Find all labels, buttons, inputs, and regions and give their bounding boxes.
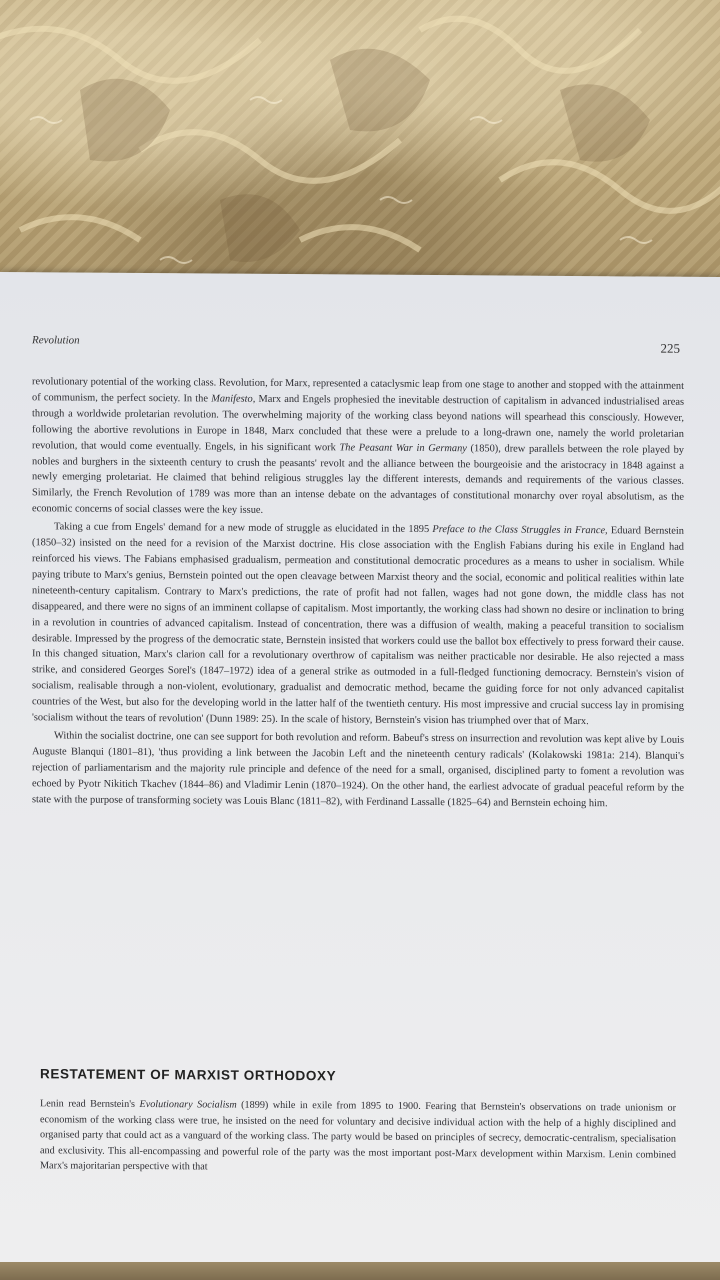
section-heading: RESTATEMENT OF MARXIST ORTHODOXY [40, 1066, 337, 1084]
fabric-background [0, 0, 720, 300]
book-page [0, 272, 720, 1269]
paragraph-3: Within the socialist doctrine, one can see support for both revolution and reform. Babeuf's stress on insurrection and revolution was kept alive by Louis Auguste Blanqui (1801–81), 'thus providing a link between the Jacobin Left and the nineteenth century radicals' (Kolakowski 1981a: 214). Blanqui's rejection of parliamentarism and the majority rule principle and defence of the need for a small, organised, disciplined party to foment a revolution was echoed by Pyotr Nikitich Tkachev (1844–86) and Vladimir Lenin (1870–1924). On the other hand, the earliest advocate of gradual peaceful reform by the state with the purpose of transforming society was Louis Blanc (1811–82), with Ferdinand Lassalle (1825–64) and Bernstein echoing him. [32, 730, 684, 809]
page-number: 225 [660, 340, 680, 356]
body-text [32, 374, 684, 812]
paragraph-2: Taking a cue from Engels' demand for a new mode of struggle as elucidated in the 1895 Preface to the Class Struggles in France, Eduard Bernstein (1850–32) insisted on the need for a revision of the Marxist doctrine. His close association with the English Fabians during his exile in England had reinforced his views. The Fabians emphasised gradualism, permeation and constitutional democratic procedures as a means to usher in socialism. While paying tribute to Marx's genius, Bernstein pointed out the open cleavage between Marxist theory and the social, economic and political realities within late nineteenth-century capitalism. Contrary to Marx's predictions, the rate of profit had not fallen, wages had not gone down, the middle class has not disappeared, and there were no signs of an imminent collapse of capitalism. Most importantly, the working class had shown no desire or inclination to bring in a revolution in countries of advanced capitalism. Instead of concentration, there was a diffusion of wealth, making a peaceful transition to socialism desirable. Impressed by the progress of the democratic state, Bernstein insisted that workers could use the ballot box effectively to press forward their cause. In this changed situation, Marx's clarion call for a revolutionary overthrow of capitalism was neither practicable nor desirable. He also rejected a mass strike, and considered Georges Sorel's (1847–1972) idea of a general strike as outmoded in a full-fledged functioning democracy. Bernstein's vision of socialism, realisable through a non-violent, evolutionary, gradualist and democratic method, became the guiding force for not only advanced capitalist countries of the West, but also for the developing world in the latter half of the twentieth century. His most impressive and crucial success lay in promising 'socialism without the tears of revolution' (Dunn 1989: 25). In the scale of history, Bernstein's vision has triumphed over that of Marx. [32, 521, 684, 728]
table-surface [0, 1262, 720, 1280]
section-paragraph: Lenin read Bernstein's Evolutionary Socialism (1899) while in exile from 1895 to 1900. Fearing that Bernstein's observations on trade unionism or economism of the working class were true, he insisted on the need for voluntary and decisive individual action with the help of a highly disciplined and organised party that could act as a vanguard of the working class. The party would be based on principles of secrecy, democratic-centralism, specialisation and exclusivity. This all-encompassing and powerful role of the party was the most important post-Marx development within Marxism. Lenin combined Marx's majoritarian perspective with that [40, 1098, 677, 1173]
running-head: Revolution [32, 334, 80, 347]
paragraph-1: revolutionary potential of the working class. Revolution, for Marx, represented a cataclysmic leap from one stage to another and stopped with the attainment of communism, the perfect society. In the Manifesto, Marx and Engels prophesied the inevitable destruction of capitalism in advanced industrialised areas through a worldwide proletarian revolution. The overwhelming majority of the working class beyond nations will spearhead this consciously. However, following the abortive revolutions in Europe in 1848, Marx concluded that these were a prelude to a long-drawn one, namely the world proletarian revolution, that would come eventually. Engels, in his significant work The Peasant War in Germany (1850), drew parallels between the role played by nobles and burghers in the sixteenth century to crush the peasants' revolt and the alliance between the bourgeoisie and the aristocracy in 1848 against a newly emerging proletariat. He claimed that behind religious struggles lay the different interests, demands and requirements of the various classes. Similarly, the French Revolution of 1789 was more than an intense debate on the advantages of constitutional monarchy over royal absolutism, as the economic concerns of social classes were the key issue. [32, 376, 685, 517]
